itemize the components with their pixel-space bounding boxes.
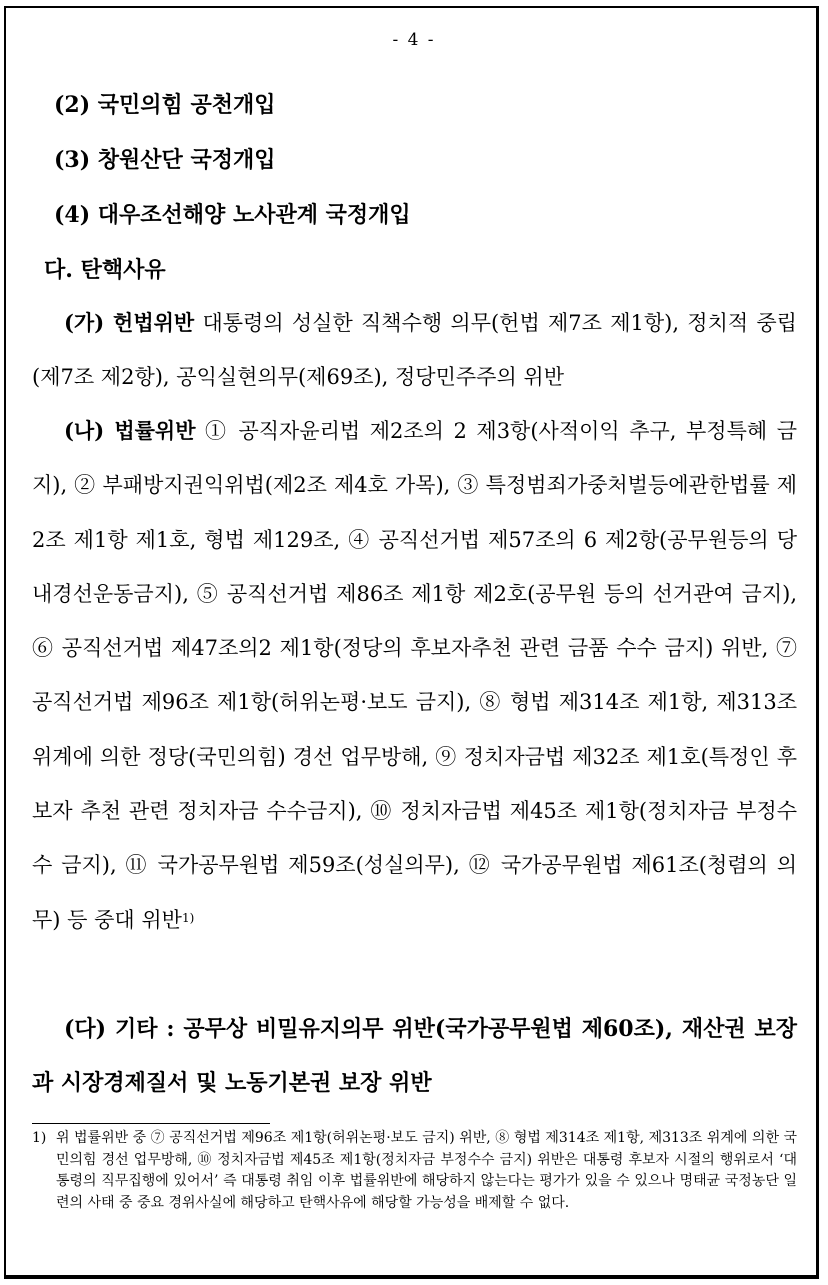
page-number: - 4 - xyxy=(392,30,436,50)
heading-4: (4) 대우조선해양 노사관계 국정개입 xyxy=(54,202,411,228)
heading-2: (2) 국민의힘 공천개입 xyxy=(54,92,276,118)
heading-3: (3) 창원산단 국정개입 xyxy=(54,147,276,173)
paragraph-ga-text: 대통령의 성실한 직책수행 의무(헌법 제7조 제1항), 정치적 중립(제7조 제2항), 공익실현의무(제69조), 정당민주주의 위반 xyxy=(32,311,797,390)
footnote xyxy=(32,1128,797,1215)
paragraph-na-label: (나) 법률위반 xyxy=(64,418,196,443)
footnote-number: 1) xyxy=(32,1130,47,1146)
footnote-divider xyxy=(32,1123,270,1124)
paragraph-da: (다) 기타 : 공무상 비밀유지의무 위반(국가공무원법 제60조), 재산권 보장과 시장경제질서 및 노동기본권 보장 위반 xyxy=(32,1016,797,1096)
paragraph-ga-label: (가) 헌법위반 xyxy=(64,310,195,335)
paragraph-na xyxy=(32,404,797,947)
footnote-reference[interactable]: 1) xyxy=(181,910,195,925)
footnote-text: 위 법률위반 중 ⑦ 공직선거법 제96조 제1항(허위논평·보도 금지) 위반, ⑧ 형법 제314조 제1항, 제313조 위계에 의한 국민의힘 경선 업무방해, ⑩ 정치자금법 제45조 제1항(정치자금 부정수수 금지) 위반은 대통령 후보자 시절의 행위로서 ‘대통령의 직무집행에 있어서’ 즉 대통령 취임 이후 법률위반에 해당하지 않는다는 평가가 있을 수 있으나 명태균 국정농단 일련의 사태 중 중요 경위사실에 해당하고 탄핵사유에 해당할 가능성을 배제할 수 없다. xyxy=(56,1130,797,1212)
paragraph-na-text: ① 공직자윤리법 제2조의 2 제3항(사적이익 추구, 부정특혜 금지), ② 부패방지권익위법(제2조 제4호 가목), ③ 특정범죄가중처벌등에관한법률 제2조 제1항 제1호, 형법 제129조, ④ 공직선거법 제57조의 6 제2항(공무원등의 당내경선운동금지), ⑤ 공직선거법 제86조 제1항 제2호(공무원 등의 선거관여 금지), ⑥ 공직선거법 제47조의2 제1항(정당의 후보자추천 관련 금품 수수 금지) 위반, ⑦ 공직선거법 제96조 제1항(허위논평·보도 금지), ⑧ 형법 제314조 제1항, 제313조 위계에 의한 정당(국민의힘) 경선 업무방해, ⑨ 정치자금법 제32조 제1호(특정인 후보자 추천 관련 정치자금 수수금지), ⑩ 정치자금법 제45조 제1항(정치자금 부정수수 금지), ⑪ 국가공무원법 제59조(성실의무), ⑫ 국가공무원법 제61조(청렴의 의무) 등 중대 위반 xyxy=(32,419,797,932)
paragraph-ga xyxy=(32,296,797,405)
section-heading: 다. 탄핵사유 xyxy=(44,257,166,283)
